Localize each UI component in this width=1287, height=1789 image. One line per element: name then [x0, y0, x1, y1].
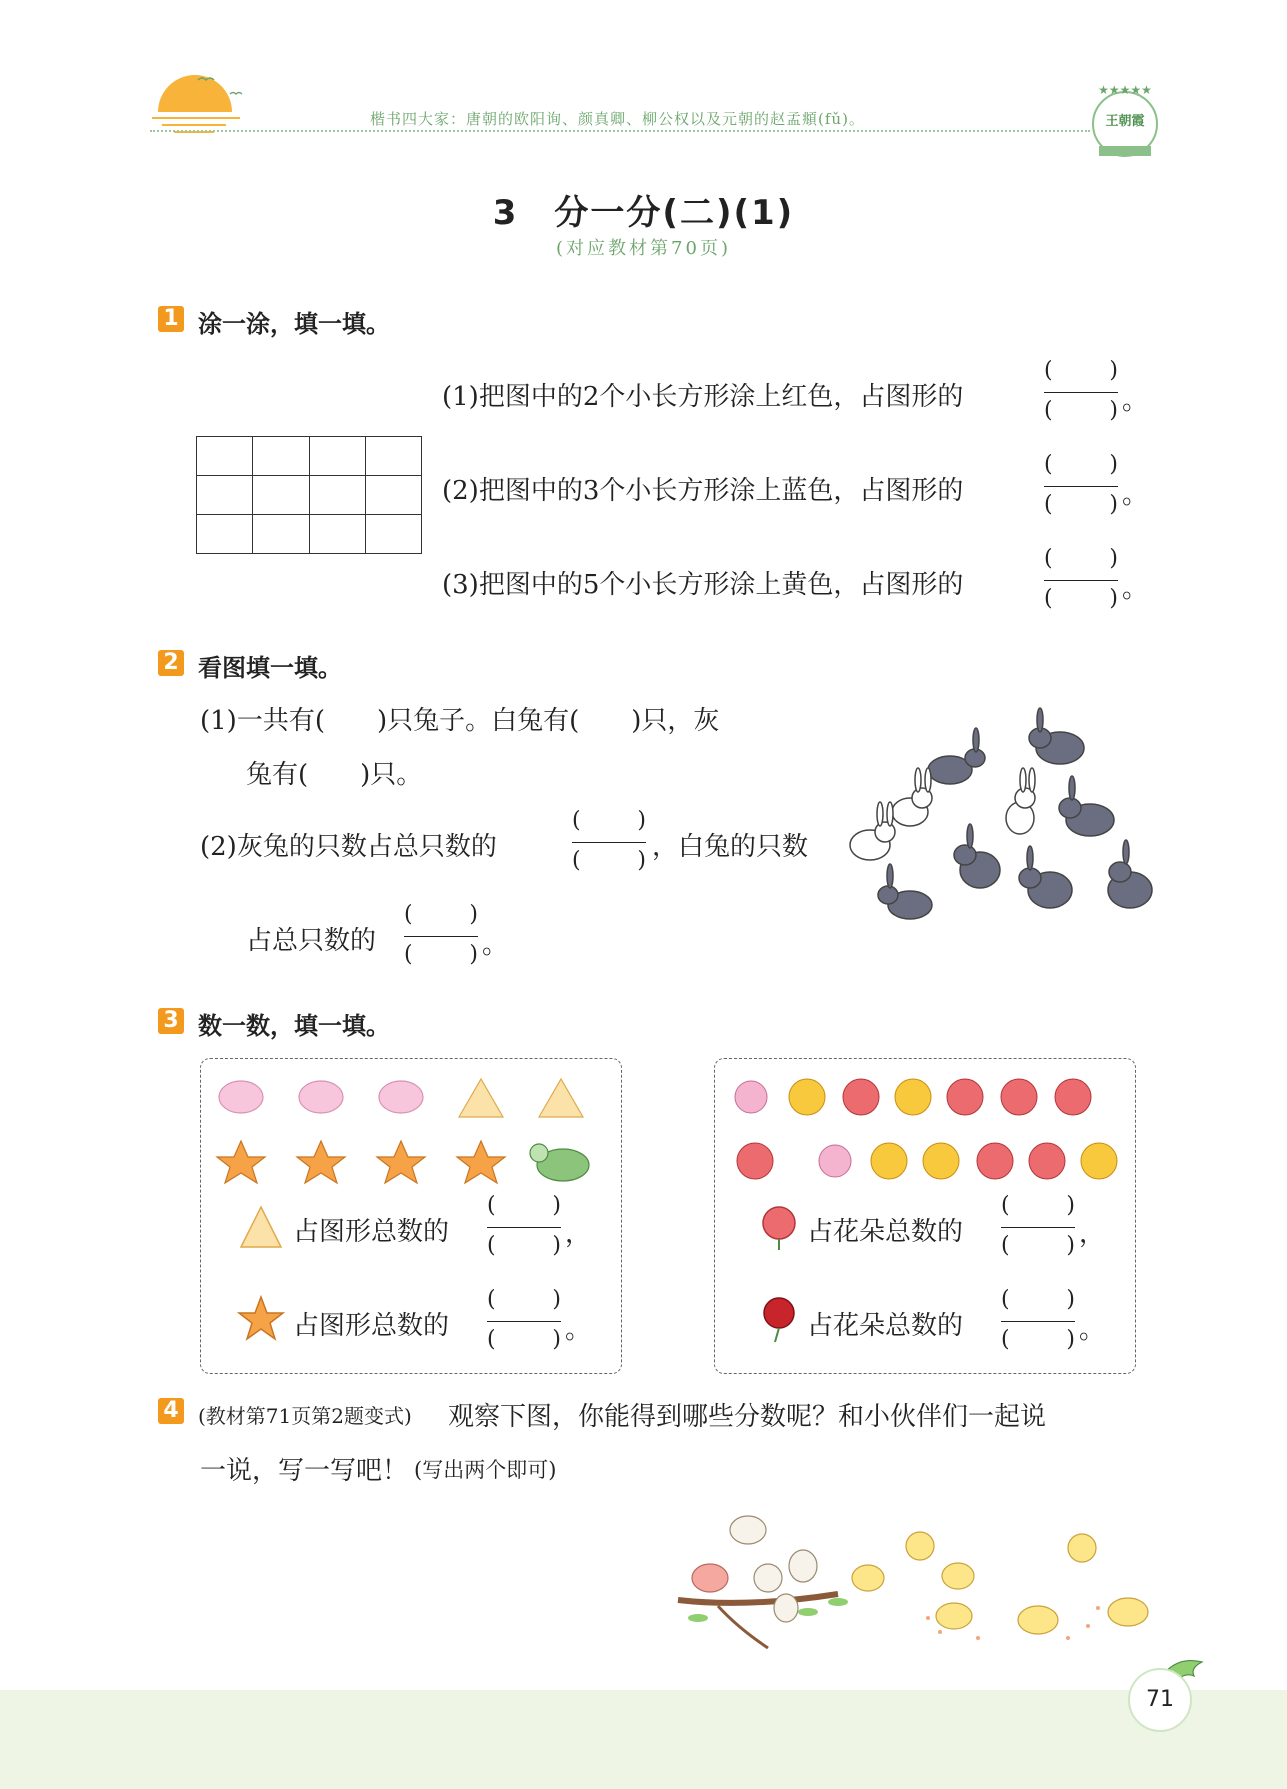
- rose-icon: [755, 1295, 803, 1343]
- header-tip: 楷书四大家：唐朝的欧阳询、颜真卿、柳公权以及元朝的赵孟頫(fǔ)。: [370, 110, 865, 128]
- fraction-blank[interactable]: ( ) ( ): [572, 808, 646, 873]
- q4-line-2: 一说，写一写吧！: [200, 1456, 409, 1486]
- flowers-illustration: [725, 1069, 1125, 1189]
- svg-text:★★★★★: ★★★★★: [1098, 83, 1152, 97]
- fraction-blank[interactable]: ( ) ( ): [487, 1193, 561, 1258]
- birds-chicks-illustration: [658, 1508, 1168, 1658]
- page-number: 71: [1128, 1668, 1192, 1732]
- question-number-2: 2: [158, 650, 184, 676]
- starfish-icon: [237, 1295, 285, 1343]
- question-1-title: 涂一涂，填一填。: [198, 310, 390, 338]
- rabbits-illustration: [840, 700, 1180, 930]
- fraction-blank[interactable]: ( ) ( ): [1044, 358, 1118, 423]
- question-2-title: 看图填一填。: [198, 654, 342, 682]
- q2-line-2: 兔有( )只。: [246, 760, 423, 790]
- q3-right-text-1: 占花朵总数的: [807, 1217, 964, 1247]
- sea-creatures-illustration: [211, 1069, 611, 1189]
- page-title: 3 分一分(二)(1): [492, 193, 795, 233]
- q2-line-4: 占总只数的: [246, 926, 377, 956]
- shell-icon: [237, 1203, 285, 1251]
- period: 。: [1122, 574, 1149, 604]
- comma: ，: [1079, 1219, 1106, 1249]
- header-divider: [150, 130, 1090, 132]
- sun-icon: [150, 72, 250, 152]
- q3-left-text-1: 占图形总数的: [293, 1217, 450, 1247]
- fraction-blank[interactable]: ( ) ( ): [404, 902, 478, 967]
- sea-creatures-box: [200, 1058, 622, 1374]
- q1-item-2: (2)把图中的3个小长方形涂上蓝色，占图形的: [442, 476, 964, 506]
- question-number-1: 1: [158, 306, 184, 332]
- period: 。: [1079, 1315, 1106, 1345]
- question-3-title: 数一数，填一填。: [198, 1012, 390, 1040]
- fraction-blank[interactable]: ( ) ( ): [1044, 452, 1118, 517]
- comma: ，: [565, 1219, 592, 1249]
- logo-text: 王朝霞: [1105, 114, 1145, 129]
- footer-band: [0, 1690, 1287, 1789]
- q2-line-3a: (2)灰兔的只数占总只数的: [200, 832, 497, 862]
- q1-item-3: (3)把图中的5个小长方形涂上黄色，占图形的: [442, 570, 964, 600]
- period: 。: [1122, 480, 1149, 510]
- period: 。: [1122, 386, 1149, 416]
- q4-line-1: 观察下图，你能得到哪些分数呢？和小伙伴们一起说: [448, 1402, 1047, 1432]
- q1-item-1: (1)把图中的2个小长方形涂上红色，占图形的: [442, 382, 964, 412]
- period: 。: [565, 1315, 592, 1345]
- rectangle-grid[interactable]: [196, 436, 422, 554]
- question-number-3: 3: [158, 1008, 184, 1034]
- fraction-blank[interactable]: ( ) ( ): [487, 1287, 561, 1352]
- fraction-blank[interactable]: ( ) ( ): [1001, 1193, 1075, 1258]
- fraction-blank[interactable]: ( ) ( ): [1044, 546, 1118, 611]
- q2-line-3b: ，白兔的只数: [652, 832, 809, 862]
- page-subtitle: (对应教材第70页): [556, 238, 731, 259]
- brand-logo: [1085, 80, 1165, 160]
- q2-line-1: (1)一共有( )只兔子。白兔有( )只，灰: [200, 706, 720, 736]
- flowers-box: [714, 1058, 1136, 1374]
- q4-source: (教材第71页第2题变式): [198, 1404, 412, 1428]
- fraction-blank[interactable]: ( ) ( ): [1001, 1287, 1075, 1352]
- q4-note: (写出两个即可): [414, 1458, 557, 1482]
- period: 。: [482, 930, 509, 960]
- q3-left-text-2: 占图形总数的: [293, 1311, 450, 1341]
- q3-right-text-2: 占花朵总数的: [807, 1311, 964, 1341]
- question-number-4: 4: [158, 1398, 184, 1424]
- carnation-icon: [755, 1203, 803, 1251]
